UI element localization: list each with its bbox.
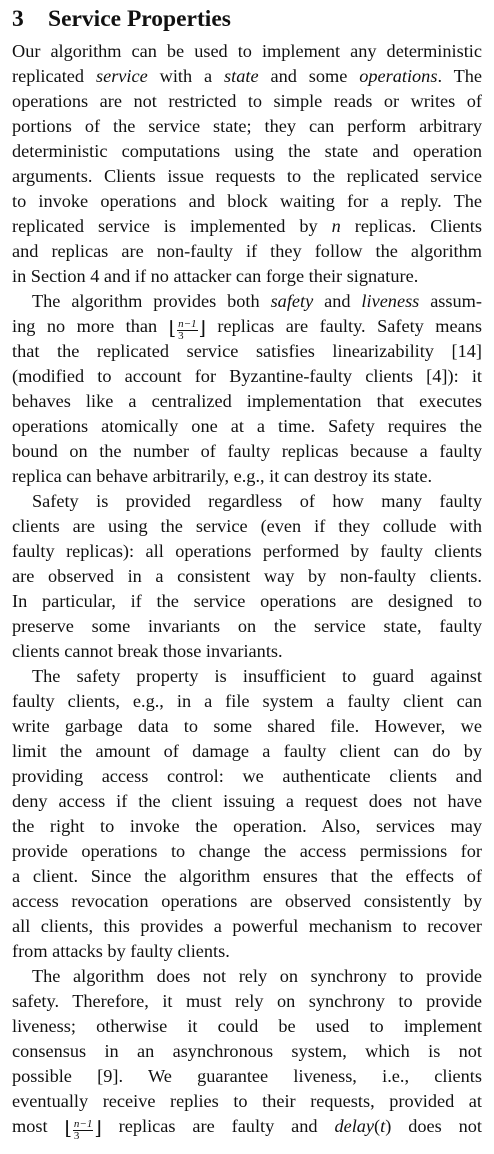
- text-line: [12, 439, 482, 464]
- text-line: [12, 189, 482, 214]
- italic-term: service: [95, 66, 148, 86]
- text-line: [12, 539, 482, 564]
- text-segment: faulty clients, e.g., in a file system a faulty client can: [12, 691, 482, 711]
- paragraph: [12, 489, 482, 664]
- italic-term: safety: [270, 291, 314, 311]
- text-segment: arguments. Clients issue requests to the replicated service: [12, 166, 482, 186]
- text-segment: clients are using the service (even if they collude with: [12, 516, 482, 536]
- text-segment: bound on the number of faulty replicas because a faulty: [12, 441, 482, 461]
- section-title: Service Properties: [48, 6, 231, 32]
- text-segment: replicas. Clients: [340, 216, 482, 236]
- text-segment: . The: [437, 66, 483, 86]
- paragraph: [12, 39, 482, 289]
- left-floor-bracket: ⌊: [64, 1119, 72, 1140]
- left-floor-bracket: ⌊: [168, 319, 177, 340]
- fraction-denominator: 3: [73, 1130, 80, 1143]
- text-segment: deterministic computations using the state and operation: [12, 141, 482, 161]
- text-segment: most: [12, 1116, 65, 1136]
- text-segment: Our algorithm can be used to implement any deterministic: [12, 41, 482, 61]
- text-segment: liveness; otherwise it could be used to implement: [12, 1016, 482, 1036]
- text-line: [12, 214, 482, 239]
- italic-term: state: [224, 66, 259, 86]
- text-segment: Safety is provided regardless of how many faulty: [32, 491, 482, 511]
- text-line: [12, 564, 482, 589]
- text-line: [12, 1039, 482, 1064]
- text-line: [12, 489, 482, 514]
- text-segment: operations are not restricted to simple reads or writes of: [12, 91, 482, 111]
- text-segment: a client. Since the algorithm ensures that the effects of: [12, 866, 482, 886]
- text-line: [12, 64, 482, 89]
- text-line: [12, 664, 482, 689]
- text-segment: all clients, this provides a powerful mechanism to recover: [12, 916, 482, 936]
- text-line: [12, 739, 482, 764]
- text-line: [12, 989, 482, 1014]
- text-line: [12, 814, 482, 839]
- text-segment: eventually receive replies to their requests, provided at: [12, 1091, 482, 1111]
- text-line: [12, 114, 482, 139]
- text-segment: The algorithm provides both: [32, 291, 271, 311]
- text-segment: clients cannot break those invariants.: [12, 641, 283, 661]
- paper-page: [12, 4, 483, 1143]
- italic-term: t: [380, 1116, 386, 1136]
- text-segment: replicated service is implemented by: [12, 216, 332, 236]
- text-line: [12, 39, 482, 64]
- text-line: [12, 889, 482, 914]
- text-segment: The safety property is insufficient to guard against: [32, 666, 482, 686]
- text-line: [12, 139, 482, 164]
- text-segment: portions of the service state; they can perform arbitrary: [12, 116, 482, 136]
- text-segment: to invoke operations and block waiting for a reply. The: [12, 191, 482, 211]
- right-floor-bracket: ⌋: [94, 1119, 102, 1140]
- text-line: [12, 939, 482, 964]
- text-segment: possible [9]. We guarantee liveness, i.e., clients: [12, 1066, 482, 1086]
- text-line: [12, 714, 482, 739]
- text-line: [12, 589, 482, 614]
- right-floor-bracket: ⌋: [198, 319, 206, 340]
- text-line: [12, 264, 482, 289]
- text-segment: providing access control: we authenticate clients and: [12, 766, 482, 786]
- text-line: [12, 164, 482, 189]
- text-segment: behaves like a centralized implementation that executes: [12, 391, 482, 411]
- text-segment: that the replicated service satisfies linearizability [14]: [12, 341, 482, 361]
- text-segment: replica can behave arbitrarily, e.g., it can destroy its state.: [12, 466, 433, 486]
- section-number: 3: [12, 6, 24, 32]
- text-line: [12, 239, 482, 264]
- text-segment: ing no more than: [12, 316, 169, 336]
- text-segment: from attacks by faulty clients.: [12, 941, 230, 961]
- text-segment: deny access if the client issuing a request does not have: [12, 791, 482, 811]
- text-segment: (modified to account for Byzantine-faulty clients [4]): it: [12, 366, 482, 386]
- text-line: [12, 614, 482, 639]
- text-segment: safety. Therefore, it must rely on synchrony to provide: [12, 991, 482, 1011]
- body-text: [12, 39, 483, 1143]
- text-segment: write garbage data to some shared file. However, we: [12, 716, 482, 736]
- text-line: [12, 1014, 482, 1039]
- text-segment: limit the amount of damage a faulty client can do by: [12, 741, 482, 761]
- text-line: [12, 964, 482, 989]
- text-segment: replicas are faulty. Safety means: [205, 316, 482, 336]
- text-segment: operations atomically one at a time. Safety requires the: [12, 416, 482, 436]
- italic-term: delay: [334, 1116, 375, 1136]
- text-line: [12, 339, 482, 364]
- fraction-denominator: 3: [178, 330, 184, 343]
- text-line: [12, 764, 482, 789]
- paragraph: [12, 289, 482, 489]
- text-segment: in Section 4 and if no attacker can forge their signature.: [12, 266, 419, 286]
- text-line: [12, 1064, 482, 1089]
- text-segment: consensus in an asynchronous system, which is not: [12, 1041, 482, 1061]
- text-segment: (: [374, 1116, 381, 1136]
- italic-term: n: [331, 216, 341, 236]
- text-line: [12, 1114, 482, 1143]
- text-line: [12, 289, 482, 314]
- fraction: [73, 1119, 93, 1142]
- text-segment: provide operations to change the access permissions for: [12, 841, 482, 861]
- text-segment: replicated: [12, 66, 96, 86]
- text-segment: ) does not: [385, 1116, 482, 1136]
- text-line: [12, 514, 482, 539]
- text-segment: replicas are faulty and: [101, 1116, 335, 1136]
- text-line: [12, 314, 482, 343]
- text-line: [12, 414, 482, 439]
- paragraph: [12, 964, 482, 1143]
- text-segment: and: [313, 291, 362, 311]
- text-line: [12, 864, 482, 889]
- text-segment: the right to invoke the operation. Also, services may: [12, 816, 482, 836]
- text-segment: In particular, if the service operations are designed to: [12, 591, 482, 611]
- section-heading: [12, 4, 482, 34]
- text-line: [12, 389, 482, 414]
- text-segment: and replicas are non-faulty if they follow the algorithm: [12, 241, 482, 261]
- fraction-numerator: n−1: [178, 318, 197, 331]
- fraction-numerator: n−1: [73, 1118, 93, 1131]
- italic-term: liveness: [361, 291, 420, 311]
- text-segment: and some: [258, 66, 360, 86]
- floor-fraction-expression: [64, 1119, 101, 1142]
- text-line: [12, 89, 482, 114]
- text-line: [12, 1089, 482, 1114]
- text-line: [12, 839, 482, 864]
- text-segment: faulty replicas): all operations performed by faulty clients: [12, 541, 482, 561]
- text-segment: with a: [147, 66, 225, 86]
- text-segment: preserve some invariants on the service state, faulty: [12, 616, 482, 636]
- text-segment: are observed in a consistent way by non-faulty clients.: [12, 566, 482, 586]
- text-line: [12, 464, 482, 489]
- text-segment: The algorithm does not rely on synchrony to provide: [32, 966, 482, 986]
- text-line: [12, 914, 482, 939]
- italic-term: operations: [359, 66, 438, 86]
- text-line: [12, 639, 482, 664]
- text-line: [12, 689, 482, 714]
- paragraph: [12, 664, 482, 964]
- text-segment: access revocation operations are observed consistently by: [12, 891, 482, 911]
- text-line: [12, 789, 482, 814]
- text-line: [12, 364, 482, 389]
- text-segment: assum-: [419, 291, 482, 311]
